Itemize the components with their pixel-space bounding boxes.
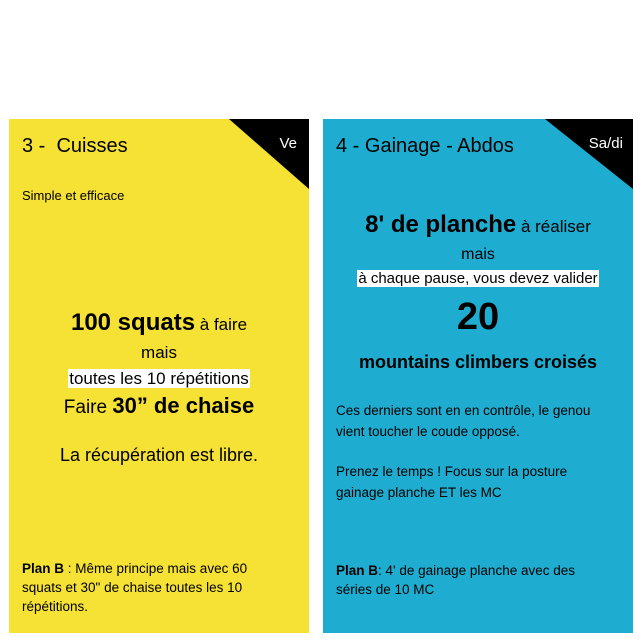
main-instruction bbox=[323, 211, 633, 380]
plan-b-text: : Même principe mais avec 60 squats et 30" de chaise toutes les 10 répétitions. bbox=[22, 561, 248, 614]
plank-suffix: à réaliser bbox=[516, 217, 591, 236]
card-subtitle: Simple et efficace bbox=[22, 188, 125, 203]
focus-paragraph: Prenez le temps ! Focus sur la posture gainage planche ET les MC bbox=[336, 464, 568, 500]
recovery-text: La récupération est libre. bbox=[59, 445, 259, 465]
plan-b-label: Plan B bbox=[336, 563, 379, 578]
corner-triangle bbox=[229, 119, 309, 189]
squats-count: 100 squats bbox=[70, 309, 196, 336]
mais-line: mais bbox=[461, 246, 495, 263]
squats-suffix: à faire bbox=[195, 315, 248, 334]
day-label: Sa/di bbox=[588, 135, 623, 152]
plan-b bbox=[336, 561, 613, 599]
card-title: 4 - Gainage - Abdos bbox=[336, 135, 514, 157]
big-number: 20 bbox=[456, 296, 500, 338]
faire-prefix: Faire bbox=[63, 397, 113, 418]
exercise-name: mountains climbers croisés bbox=[358, 352, 598, 372]
plan-b-text: : 4' de gainage planche avec des séries de 10 MC bbox=[336, 563, 575, 597]
card-title: 3 - Cuisses bbox=[22, 135, 128, 157]
card-gainage-abdos bbox=[323, 119, 633, 633]
plank-duration: 8' de planche bbox=[365, 211, 517, 238]
main-instruction bbox=[9, 309, 309, 423]
day-label: Ve bbox=[279, 135, 297, 152]
plan-b bbox=[22, 559, 289, 616]
control-paragraph: Ces derniers sont en en contrôle, le genou vient toucher le coude opposé. bbox=[336, 403, 591, 439]
mais-line: mais bbox=[141, 343, 177, 362]
card-cuisses bbox=[9, 119, 309, 633]
corner-triangle bbox=[545, 119, 633, 189]
validation-highlight: à chaque pause, vous devez valider bbox=[358, 270, 598, 287]
plan-b-label: Plan B bbox=[22, 561, 65, 576]
chaise-duration: 30” de chaise bbox=[112, 393, 255, 418]
repetitions-highlight: toutes les 10 répétitions bbox=[69, 369, 249, 388]
